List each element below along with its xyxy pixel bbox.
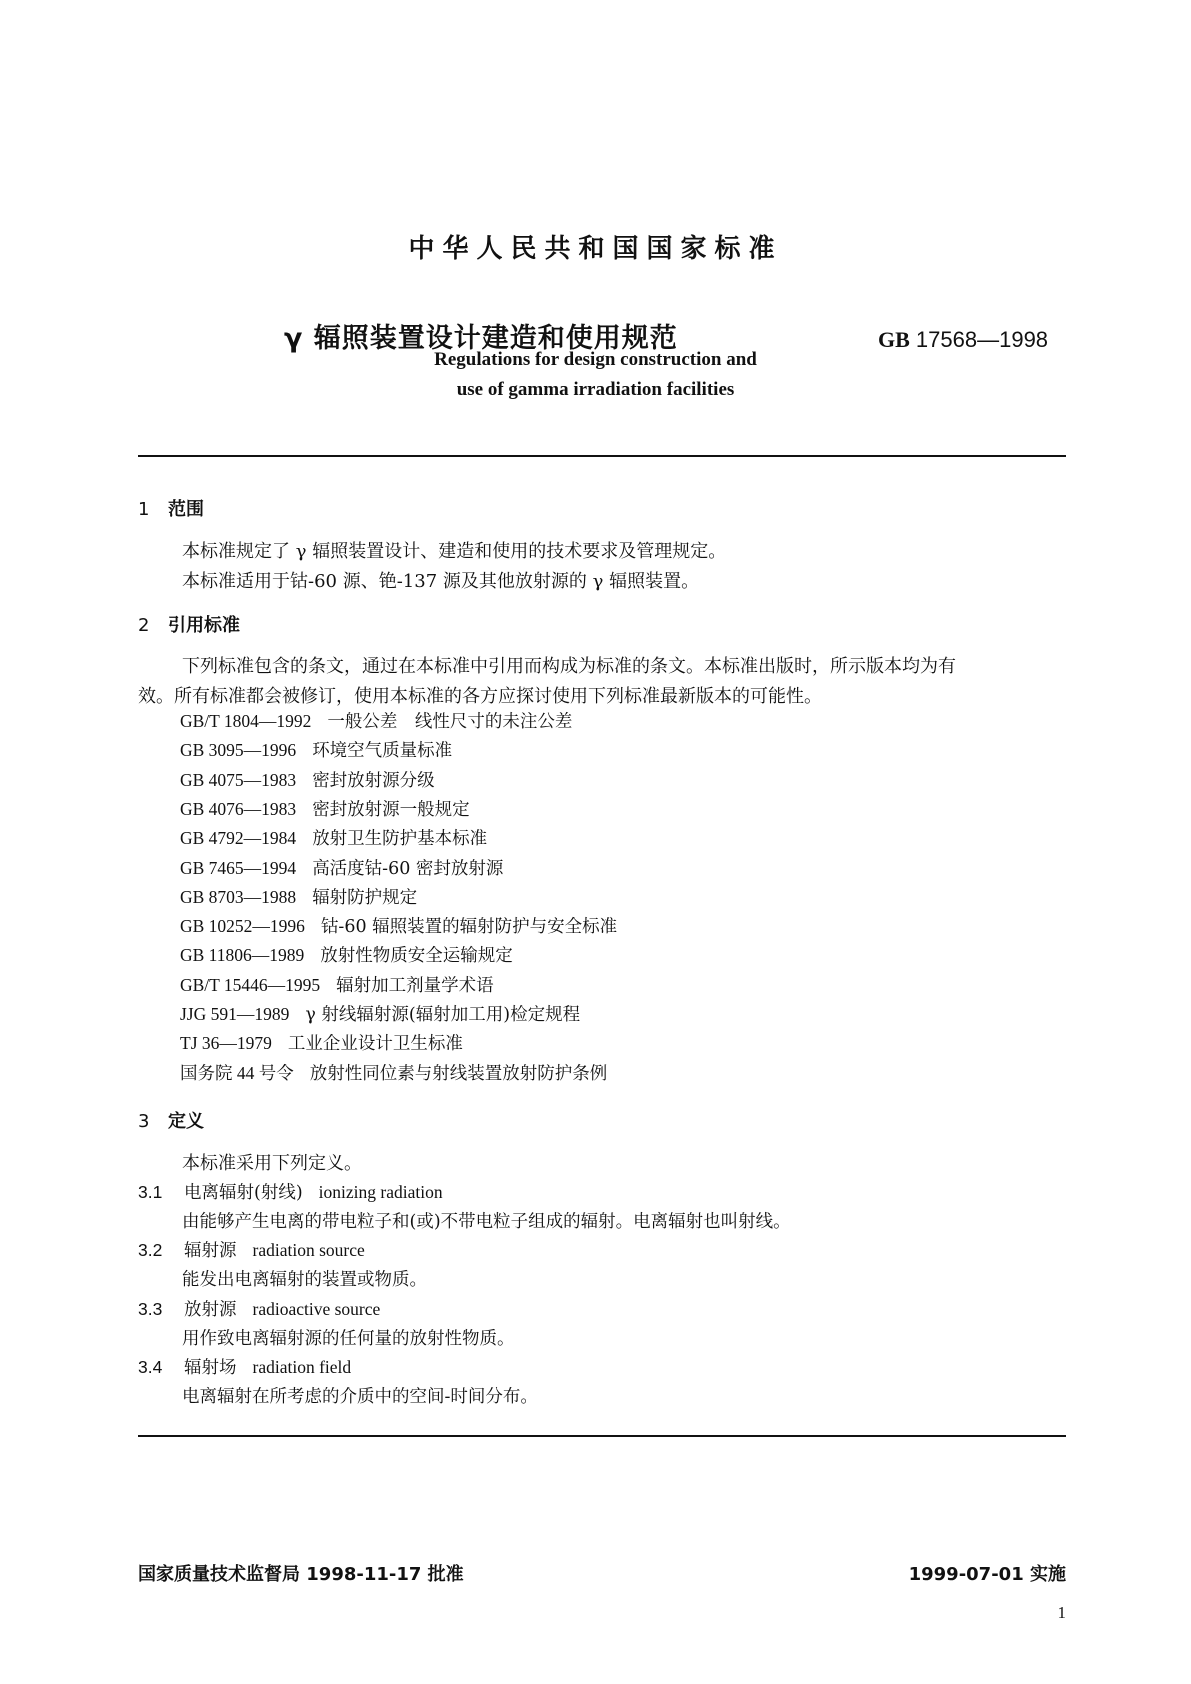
document-title-en-line2: use of gamma irradiation facilities (456, 379, 735, 400)
definition-number: 3.3 (138, 1298, 163, 1319)
reference-code: GB 4076—1983 (180, 798, 297, 819)
reference-title: 钴-60 辐照装置的辐射防护与安全标准 (320, 917, 618, 938)
reference-row (180, 796, 470, 821)
standard-prefix: GB (878, 327, 910, 352)
definition-text: 能发出电离辐射的装置或物质。 (182, 1270, 427, 1291)
document-title-en-line1: Regulations for design construction and (434, 349, 757, 370)
reference-row (180, 884, 417, 909)
reference-code: GB 10252—1996 (180, 916, 305, 937)
reference-code: TJ 36—1979 (180, 1033, 272, 1054)
reference-code: GB 8703—1988 (180, 886, 297, 907)
definition-term-en: ionizing radiation (318, 1182, 443, 1202)
approval-info: 国家质量技术监督局 1998-11-17 批准 (138, 1564, 464, 1585)
reference-code: GB 7465—1994 (180, 857, 297, 878)
definition-number: 3.4 (138, 1356, 163, 1377)
header-divider (138, 455, 1066, 457)
definition-term (138, 1296, 380, 1321)
definition-text: 由能够产生电离的带电粒子和(或)不带电粒子组成的辐射。电离辐射也叫射线。 (182, 1212, 791, 1232)
reference-code: GB 11806—1989 (180, 945, 305, 966)
reference-row (180, 1001, 580, 1026)
document-title-cn: γ 辐照装置设计建造和使用规范 (284, 323, 678, 354)
definition-term-cn: 辐射源 (184, 1241, 237, 1262)
reference-title: 放射性同位素与射线装置放射防护条例 (309, 1063, 608, 1084)
definition-term-en: radioactive source (252, 1298, 381, 1319)
reference-title: 环境空气质量标准 (312, 741, 453, 762)
section-1-para-2: 本标准适用于钴-60 源、铯-137 源及其他放射源的 γ 辐照装置。 (182, 571, 700, 592)
reference-code: JJG 591—1989 (180, 1004, 290, 1024)
reference-title: 辐射加工剂量学术语 (336, 975, 494, 996)
reference-row (180, 855, 503, 880)
reference-row (180, 737, 452, 762)
reference-title: 放射性物质安全运输规定 (320, 946, 513, 967)
section-1-para-1: 本标准规定了 γ 辐照装置设计、建造和使用的技术要求及管理规定。 (182, 541, 727, 562)
section-1-heading: 1 范围 (138, 499, 204, 520)
reference-row (180, 1060, 607, 1085)
reference-code: GB/T 15446—1995 (180, 974, 321, 995)
section-2-intro-line-1: 下列标准包含的条文，通过在本标准中引用而构成为标准的条文。本标准出版时，所示版本均为有 (182, 656, 956, 677)
footer-divider (138, 1435, 1066, 1437)
definition-term-en: radiation source (252, 1240, 365, 1261)
reference-title: 辐射防护规定 (312, 887, 418, 908)
reference-row (180, 942, 513, 967)
reference-title: 放射卫生防护基本标准 (312, 829, 488, 850)
reference-title: 一般公差 线性尺寸的未注公差 (327, 712, 573, 732)
definition-term-en: radiation field (252, 1356, 352, 1377)
reference-row (180, 825, 487, 850)
definition-number: 3.2 (138, 1240, 163, 1261)
reference-title: γ 射线辐射源(辐射加工用)检定规程 (305, 1005, 581, 1025)
reference-code: GB/T 1804—1992 (180, 711, 312, 731)
reference-title: 工业企业设计卫生标准 (287, 1034, 463, 1055)
reference-code: GB 3095—1996 (180, 740, 297, 761)
standard-code: 17568—1998 (915, 327, 1049, 352)
section-2-heading: 2 引用标准 (138, 615, 240, 636)
definition-text: 电离辐射在所考虑的介质中的空间-时间分布。 (182, 1386, 538, 1407)
definition-term (138, 1354, 351, 1379)
reference-code: 国务院 44 号令 (180, 1062, 294, 1083)
reference-title: 高活度钴-60 密封放射源 (312, 858, 504, 879)
section-3-heading: 3 定义 (138, 1111, 204, 1132)
reference-row (180, 1030, 463, 1055)
definition-text: 用作致电离辐射源的任何量的放射性物质。 (182, 1328, 515, 1349)
effective-date: 1999-07-01 实施 (908, 1564, 1066, 1585)
section-3-intro: 本标准采用下列定义。 (182, 1153, 362, 1174)
definition-term-cn: 辐射场 (184, 1357, 237, 1378)
reference-code: GB 4792—1984 (180, 828, 297, 849)
definition-term-cn: 电离辐射(射线) (184, 1183, 303, 1203)
reference-code: GB 4075—1983 (180, 769, 297, 790)
definition-term (138, 1179, 443, 1204)
standard-category-header: 中华人民共和国国家标准 (408, 234, 783, 264)
reference-row (180, 708, 572, 733)
definition-term-cn: 放射源 (184, 1299, 237, 1320)
section-2-intro-line-2: 效。所有标准都会被修订，使用本标准的各方应探讨使用下列标准最新版本的可能性。 (138, 686, 822, 707)
reference-row (180, 913, 617, 938)
page-number: 1 (1057, 1603, 1066, 1622)
reference-row (180, 767, 435, 792)
definition-number: 3.1 (138, 1182, 163, 1202)
reference-title: 密封放射源一般规定 (312, 799, 470, 820)
reference-title: 密封放射源分级 (312, 770, 435, 791)
definition-term (138, 1237, 365, 1262)
reference-row (180, 972, 494, 997)
